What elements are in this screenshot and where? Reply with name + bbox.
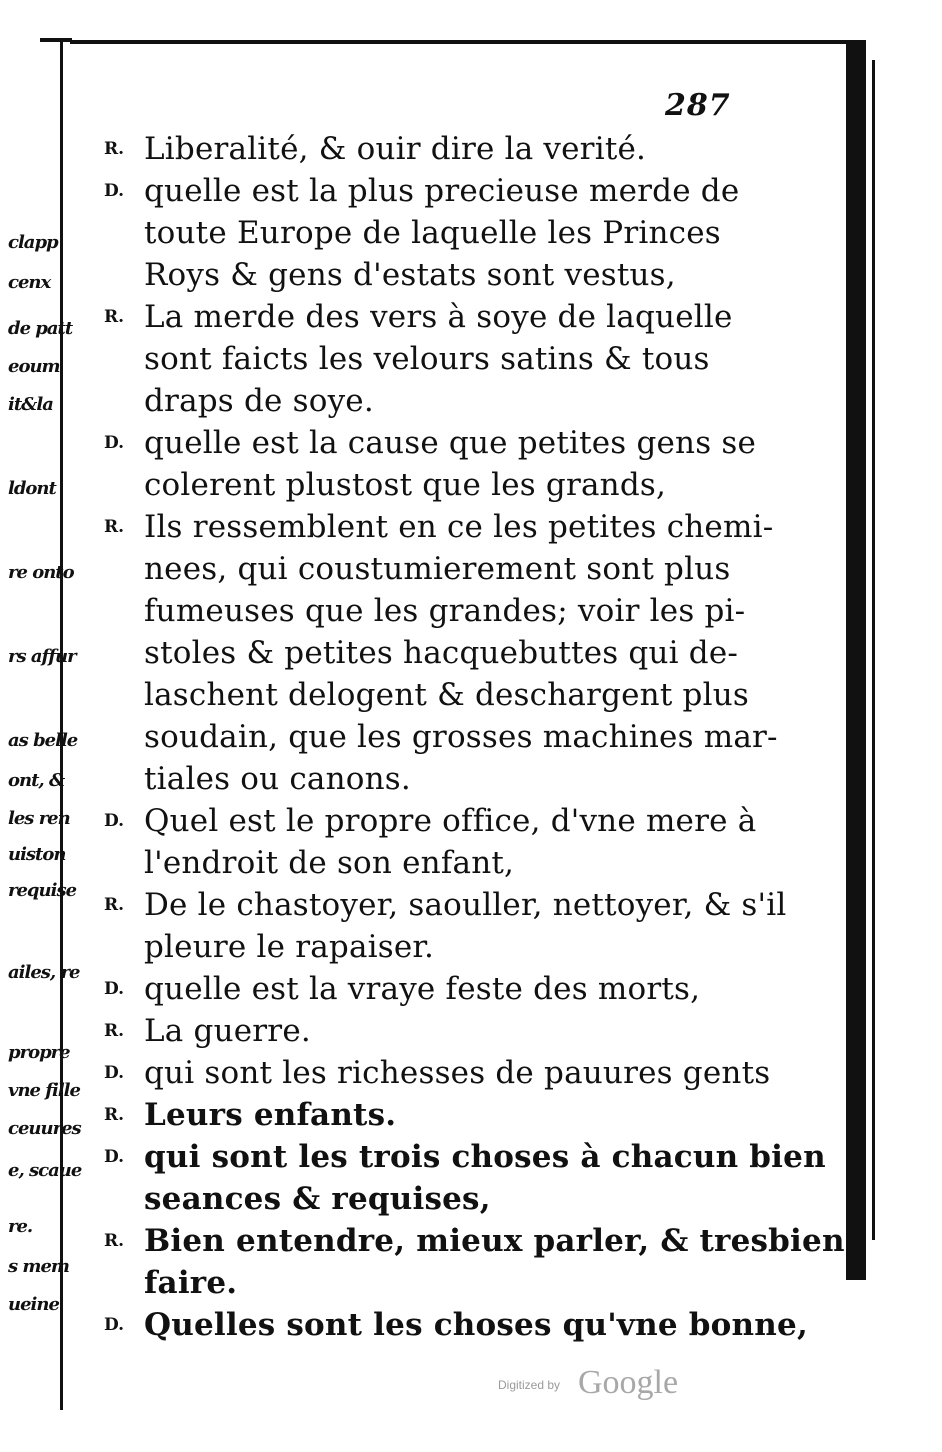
text-line: soudain, que les grosses machines mar- [144,719,778,755]
gutter-fragment: as belle [8,730,78,751]
gutter-fragment: s mem [8,1256,69,1277]
speaker-marker: D. [104,1147,125,1167]
speaker-marker: R. [104,307,125,327]
gutter-fragment: clapp [8,232,58,253]
text-line: La merde des vers à soye de laquelle [144,299,733,335]
speaker-marker: R. [104,1231,125,1251]
speaker-marker: D. [104,1315,125,1335]
digitized-by-label: Digitized by [498,1378,561,1392]
text-line: fumeuses que les grandes; voir les pi- [144,593,746,629]
text-line: pleure le rapaiser. [144,929,435,965]
text-line: laschent delogent & deschargent plus [144,677,749,713]
text-line: draps de soye. [144,383,374,419]
left-rule-cap [40,38,72,42]
speaker-marker: R. [104,517,125,537]
text-line: Bien entendre, mieux parler, & tresbien [144,1223,845,1259]
dialogue-text [102,128,845,1346]
top-rule [70,40,850,44]
text-line: colerent plustost que les grands, [144,467,667,503]
text-line: quelle est la vraye feste des morts, [144,971,701,1007]
gutter-fragment: requise [8,880,77,901]
speaker-marker: R. [104,895,125,915]
speaker-marker: R. [104,1105,125,1125]
gutter-fragment: re onto [8,562,74,583]
dialogue-entry [102,170,752,296]
text-line: Leurs enfants. [144,1097,397,1133]
speaker-marker: D. [104,811,125,831]
gutter-fragment: les ren [8,808,70,829]
dialogue-entry [102,296,752,422]
dialogue-entry [102,422,757,506]
speaker-marker: D. [104,1063,125,1083]
right-binding-line [872,60,875,1240]
text-line: stoles & petites hacquebuttes qui de- [144,635,739,671]
right-binding-edge [846,40,866,1280]
text-line: l'endroit de son enfant, [144,845,515,881]
text-line: tiales ou canons. [144,761,411,797]
dialogue-entry [102,884,787,968]
gutter-fragment: uiston [8,844,66,865]
dialogue-entry [102,128,752,170]
text-line: quelle est la cause que petites gens se [144,425,757,461]
text-line: Liberalité, & ouir dire la verité. [144,131,647,167]
gutter-fragment: eoum [8,356,60,377]
dialogue-entry [102,1220,845,1304]
gutter-fragment: vne fille [8,1080,80,1101]
gutter-fragment: ailes, re [8,962,80,983]
google-logo: Google [578,1364,679,1401]
gutter-fragment: ceuures [8,1118,81,1139]
dialogue-entry [102,800,757,884]
dialogue-entry [102,1010,752,1052]
gutter-fragment: ldont [8,478,56,499]
text-line: Quel est le propre office, d'vne mere à [144,803,757,839]
text-line: quelle est la plus precieuse merde de [144,173,740,209]
text-line: qui sont les trois choses à chacun bien [144,1139,826,1175]
gutter-fragment: it&la [8,394,53,415]
text-line: sont faicts les velours satins & tous [144,341,710,377]
gutter-fragment: de patt [8,318,73,339]
gutter-fragment: cenx [8,272,51,293]
speaker-marker: R. [104,139,125,159]
text-line: qui sont les richesses de pauures gents [144,1055,771,1091]
dialogue-entry [102,1094,752,1136]
dialogue-entry [102,1304,808,1346]
gutter-fragment: re. [8,1216,33,1237]
gutter-fragment: e, scaue [8,1160,82,1181]
text-line: nees, qui coustumierement sont plus [144,551,731,587]
text-line: De le chastoyer, saouller, nettoyer, & s'il [144,887,787,923]
text-line: Quelles sont les choses qu'vne bonne, [144,1307,808,1343]
dialogue-entry [102,506,778,800]
dialogue-entry [102,1052,771,1094]
text-line: toute Europe de laquelle les Princes [144,215,721,251]
text-line: seances & requises, [144,1181,491,1217]
gutter-fragment: rs affur [8,646,76,667]
text-line: La guerre. [144,1013,311,1049]
speaker-marker: D. [104,433,125,453]
speaker-marker: D. [104,181,125,201]
dialogue-entry [102,1136,826,1220]
dialogue-entry [102,968,752,1010]
gutter-fragment: propre [8,1042,70,1063]
text-line: Ils ressemblent en ce les petites chemi- [144,509,774,545]
gutter-fragment: ont, & [8,770,65,791]
page-number: 287 [665,88,731,123]
text-line: faire. [144,1265,238,1301]
gutter-fragment: ueine [8,1294,59,1315]
text-line: Roys & gens d'estats sont vestus, [144,257,676,293]
speaker-marker: D. [104,979,125,999]
speaker-marker: R. [104,1021,125,1041]
